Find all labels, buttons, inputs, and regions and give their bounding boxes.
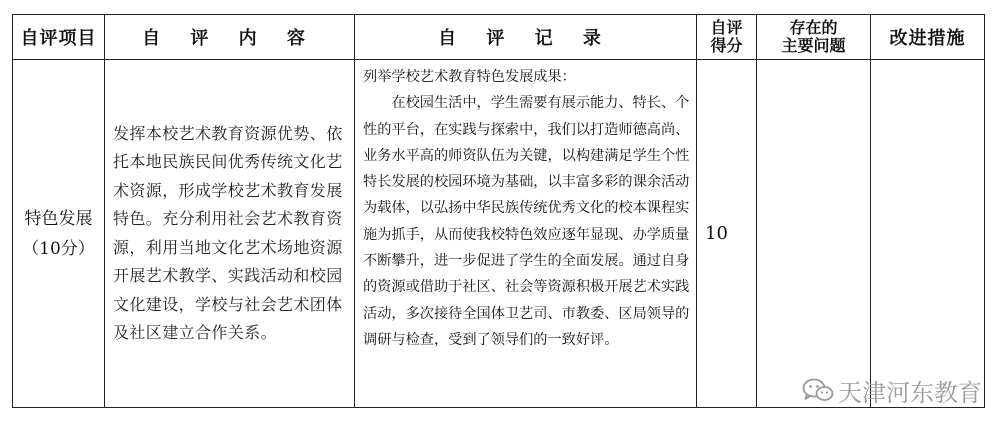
measures-cell [871,60,985,408]
record-cell [355,60,697,408]
item-cell [13,60,105,408]
header-row [13,15,985,60]
table-row [13,60,985,408]
item-name: 特色发展 [24,208,93,229]
problems-cell [757,60,871,408]
record-lead: 列举学校艺术教育特色发展成果： [363,69,576,85]
header-record: 自 评 记 录 [355,15,697,60]
header-problems [757,15,871,60]
header-score-line1: 自评 [710,18,743,37]
header-item: 自评项目 [13,15,105,60]
header-content: 自 评 内 容 [105,15,355,60]
watermark-text: 天津河东教育 [838,378,982,407]
content-cell: 发挥本校艺术教育资源优势、依托本地民族民间优秀传统文化艺术资源，形成学校艺术教育发展特色。充分利用社会艺术教育资源，利用当地文化艺术场地资源开展艺术教学、实践活动和校园文化建设，学校与社会艺术团体及社区建立合作关系。 [105,60,355,408]
record-body: 在校园生活中，学生需要有展示能力、特长、个性的平台，在实践与探索中，我们以打造师德高尚、业务水平高的师资队伍为关键，以构建满足学生个性特长发展的校园环境为基础，以丰富多彩的课余活动为载体，以弘扬中华民族传统优秀文化的校本课程实施为抓手，从而使我校特色效应逐年显现、办学质量不断攀升，进一步促进了学生的全面发展。通过自身的资源或借助于社区、社会等资源积极开展艺术实践活动，多次接待全国体卫艺司、市教委、区局领导的调研与检查，受到了领导们的一致好评。 [363,95,690,348]
header-score [697,15,757,60]
header-measures: 改进措施 [871,15,985,60]
item-points: （10分） [22,238,95,259]
header-score-line2: 得分 [710,36,743,55]
score-cell: 10 [697,60,757,408]
self-evaluation-table [12,14,985,408]
wechat-icon [802,377,834,403]
header-problems-line1: 存在的 [789,18,838,37]
watermark [802,375,982,405]
header-problems-line2: 主要问题 [781,36,846,55]
